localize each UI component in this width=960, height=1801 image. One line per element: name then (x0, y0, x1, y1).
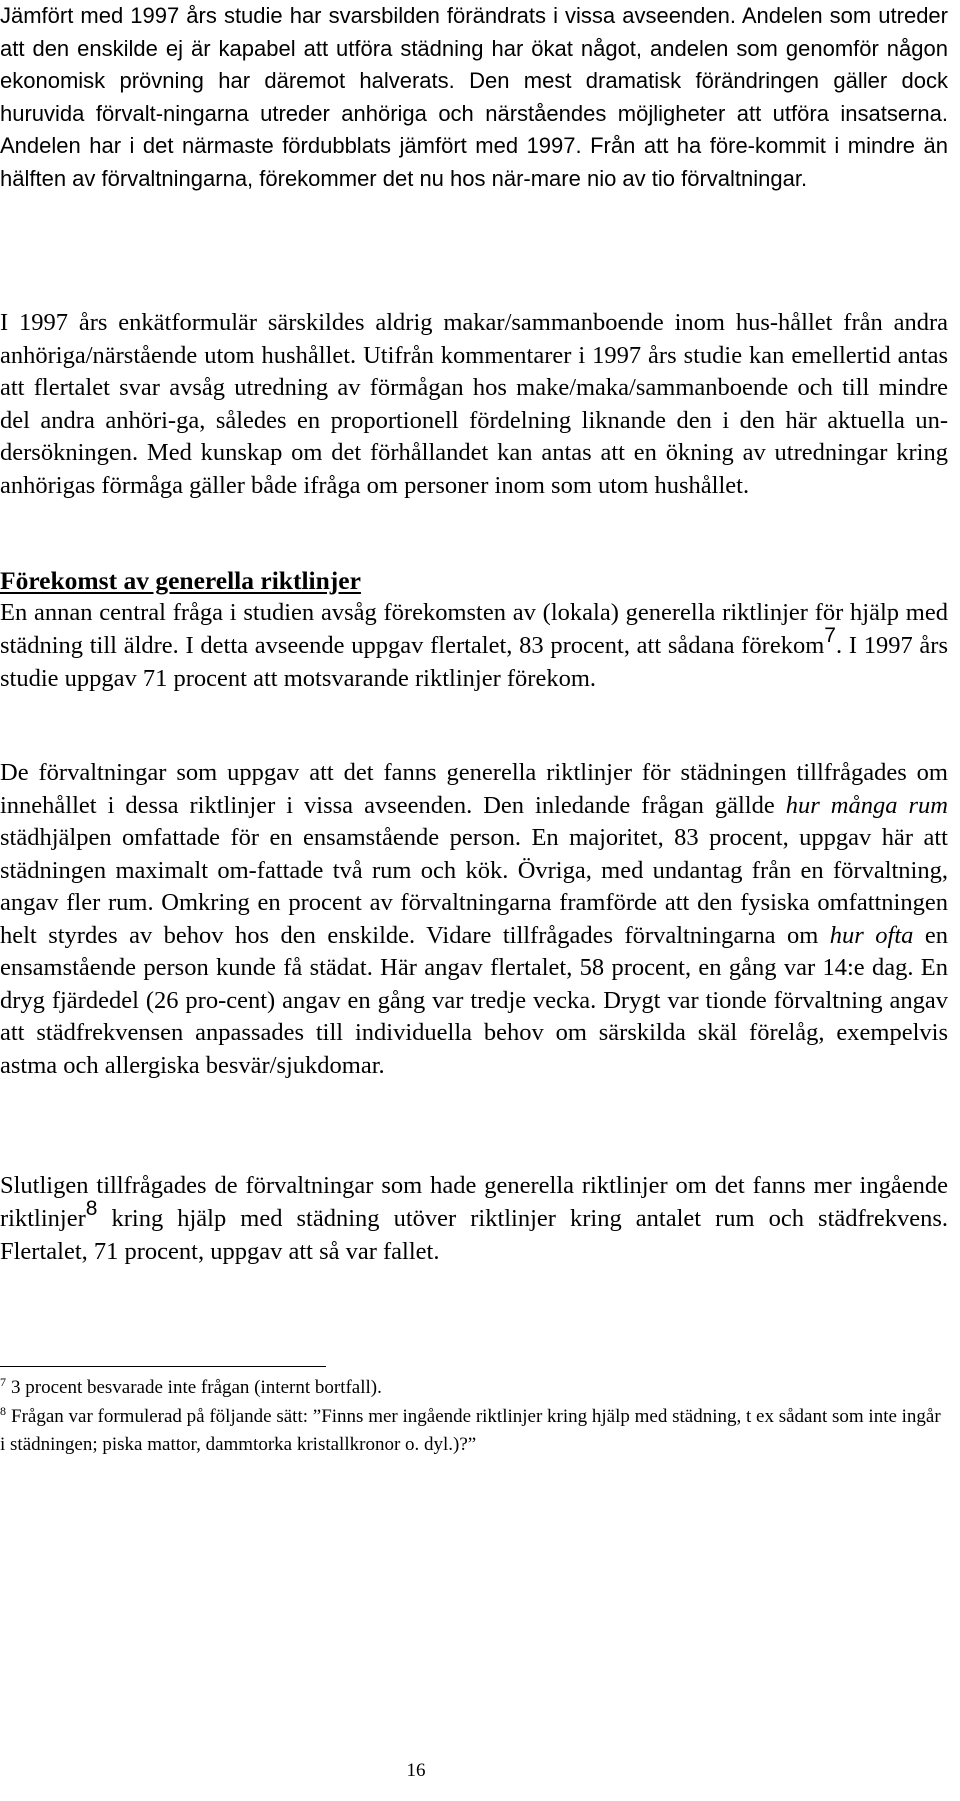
footnote-text: Frågan var formulerad på följande sätt: ”Finns mer ingående riktlinjer kring hjälp med städning, t ex sådant som inte ingår i städningen; piska mattor, dammtorka kristallkronor o. dyl.)?” (0, 1406, 941, 1455)
text-run: De förvaltningar som uppgav att det fanns generella riktlinjer för städningen tillfrågades om innehållet i dessa riktlinjer i vissa avseenden. Den inledande frågan gällde (0, 759, 948, 819)
footnote-8 (0, 1403, 948, 1459)
paragraph-detailed-guidelines (0, 1170, 948, 1269)
paragraph-comparison-1997: Jämfört med 1997 års studie har svarsbilden förändrats i vissa avseenden. Andelen som utreder att den enskilde ej är kapabel att utföra städning har ökat något, andelen som genomför någon ekonomisk prövning har däremot halverats. Den mest dramatisk förändringen gäller dock huruvida förvalt-ningarna utreder anhöriga och närståendes möjligheter att utföra insatserna. Andelen har i det närmaste fördubblats jämfört med 1997. Från att ha före-kommit i mindre än hälften av förvaltningarna, förekommer det nu hos när-mare nio av tio förvaltningar. (0, 3, 948, 191)
page-number: 16 (406, 1760, 426, 1781)
text-run: . I 1997 års studie uppgav 71 procent att motsvarande riktlinjer förekom. (0, 631, 949, 692)
footnote-7 (0, 1374, 948, 1402)
paragraph-guidelines-content (0, 757, 948, 1082)
text-run: städhjälpen omfattade för en ensamstående person. En majoritet, 83 procent, uppgav här att städningen maximalt om-fattade två rum och kök. Övriga, med undantag från en förvaltning, angav fler rum. Omkring en procent av förvaltningarna framförde att den fysiska omfattningen helt styrdes av behov hos den enskilde. Vidare tillfrågades förvaltningarna om (0, 824, 948, 949)
footnote-text: 3 procent besvarade inte frågan (internt bortfall). (11, 1377, 382, 1398)
footnote-ref-8: 8 (85, 1197, 98, 1220)
footnote-number: 7 (0, 1375, 6, 1389)
emphasis-rooms: hur många rum (785, 791, 948, 819)
paragraph-household-note: I 1997 års enkätformulär särskildes aldrig makar/sammanboende inom hus-hållet från andra anhöriga/närstående utom hushållet. Utifrån kommentarer i 1997 års studie kan emellertid antas att flertalet svar avsåg utredning av förmågan hos make/maka/sammanboende och till mindre del andra anhöri-ga, således en proportionell fördelning liknande den i den här aktuella un-dersökningen. Med kunskap om det förhållandet kan antas att en ökning av utredningar kring anhörigas förmåga gäller både ifråga om personer inom som utom hushållet. (0, 309, 948, 499)
text-run: kring hjälp med städning utöver riktlinjer kring antalet rum och städfrekvens. Flertalet, 71 procent, uppgav att så var fallet. (0, 1204, 948, 1265)
footnote-number: 8 (0, 1404, 6, 1418)
footnote-separator (0, 1366, 326, 1367)
emphasis-frequency: hur ofta (829, 921, 914, 949)
text-run: En annan central fråga i studien avsåg förekomsten av (lokala) generella riktlinjer för hjälp med städning till äldre. I detta avseende uppgav flertalet, 83 procent, att sådana förekom (0, 599, 948, 659)
section-heading: Förekomst av generella riktlinjer (0, 566, 361, 595)
text-run: en ensamstående person kunde få städat. Här angav flertalet, 58 procent, en gång var 14:e dag. En dryg fjärdedel (26 pro-cent) angav en gång var tredje vecka. Drygt var tionde förvaltning angav att städfrekvensen anpassades till individuella behov om särskilda skäl förelåg, exempelvis astma och allergiska besvär/sjukdomar. (0, 921, 949, 1079)
text-run: Slutligen tillfrågades de förvaltningar som hade generella riktlinjer om det fanns mer ingående riktlinjer (0, 1172, 948, 1232)
footnote-ref-7: 7 (824, 624, 836, 647)
paragraph-guidelines-prevalence (0, 597, 948, 696)
